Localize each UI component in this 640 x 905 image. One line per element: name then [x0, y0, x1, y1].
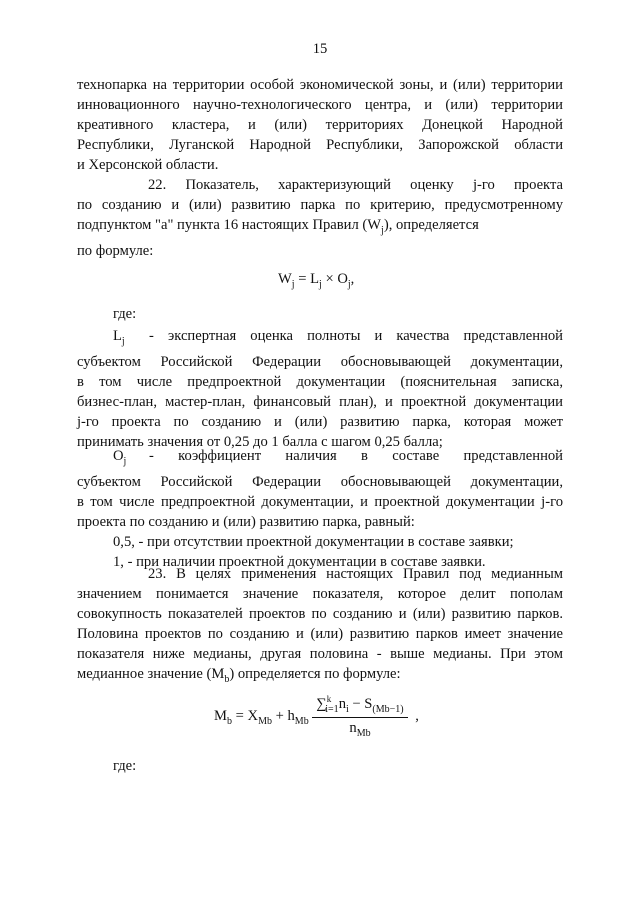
- text-line: в том числе предпроектной документации (пояснительная записка,: [77, 374, 563, 390]
- formula-symbol: − S: [348, 696, 373, 712]
- formula-sub: Mb: [356, 728, 371, 739]
- text-line: [77, 215, 563, 235]
- text-line: 1, - при наличии проектной документации в составе заявки.: [113, 554, 486, 570]
- formula-symbol: × O: [321, 271, 348, 287]
- formula-median: [214, 694, 419, 739]
- text-line: 0,5, - при отсутствии проектной документации в составе заявки;: [113, 534, 514, 550]
- fraction: [312, 694, 407, 739]
- definition-L: [77, 324, 563, 452]
- formula-w: [278, 271, 354, 290]
- formula-symbol: n: [349, 720, 357, 736]
- text-line: инновационного научно-технологического центра, и (или) территории: [77, 97, 563, 113]
- sum-symbol: ∑: [316, 696, 327, 712]
- subscript-j: j: [381, 225, 384, 236]
- formula-sub: b: [224, 674, 230, 685]
- text-line: бизнес-план, мастер-план, финансовый план), и проектной документации: [77, 394, 563, 410]
- paragraph-item-22: [77, 175, 563, 261]
- formula-sub: j: [123, 456, 127, 467]
- inline-text: - экспертная оценка полноты и качества представленной: [149, 328, 563, 344]
- formula-symbol: = L: [294, 271, 320, 287]
- text-line: по формуле:: [77, 243, 154, 259]
- formula-symbol: ,: [415, 707, 419, 724]
- inline-text: - коэффициент наличия в составе представленной: [149, 448, 563, 464]
- text-line: принимать значения от 0,25 до 1 балла с шагом 0,25 балла;: [77, 434, 443, 450]
- inline-text: подпунктом "а" пункта 16 настоящих Правил (W: [77, 217, 382, 233]
- text-line: субъектом Российской Федерации обосновывающей документации,: [77, 474, 563, 490]
- paragraph-territories: [77, 75, 563, 175]
- formula-symbol: = X: [231, 707, 259, 724]
- text-line: 23. В целях применения настоящих Правил под медианным: [148, 566, 563, 582]
- formula-symbol: n: [338, 696, 346, 712]
- formula-sub: b: [226, 715, 232, 727]
- text-line: j-го проекта по созданию и (или) развитию парка, которая может: [77, 414, 563, 430]
- text-line: [77, 324, 563, 348]
- text-line: совокупность показателей проектов по созданию и (или) развитию парков.: [77, 606, 563, 622]
- fraction-numerator: [312, 694, 407, 718]
- inline-text: ), определяется: [383, 217, 479, 233]
- formula-sub: Mb: [258, 715, 272, 727]
- var-L: $L_j$: [113, 328, 125, 347]
- formula-sub: j: [319, 279, 322, 290]
- page-number: 15: [312, 41, 328, 57]
- where-label: где:: [113, 306, 137, 322]
- text-line: Половина проектов по созданию и (или) развитию парков имеет значение: [77, 626, 563, 642]
- text-line: значением понимается значение показателя, которое делит пополам: [77, 586, 563, 602]
- formula-symbol: W: [278, 271, 292, 287]
- text-line: [77, 664, 563, 684]
- text-line: и Херсонской области.: [77, 157, 219, 173]
- where-label: где:: [113, 758, 137, 774]
- text-line: в том числе предпроектной документации, и проектной документации j-го: [77, 494, 563, 510]
- text-line: субъектом Российской Федерации обосновывающей документации,: [77, 354, 563, 370]
- var-O: $O_j$: [113, 448, 127, 467]
- text-line: креативного кластера, и (или) территориях Донецкой Народной: [77, 117, 563, 133]
- fraction-denominator: [312, 718, 407, 739]
- formula-sub: Mb: [294, 715, 309, 727]
- text-line: по созданию и (или) развитию парка по критерию, предусмотренному: [77, 197, 563, 213]
- var-M: M: [211, 666, 225, 682]
- formula-sub: j: [291, 279, 295, 290]
- text-line: проекта по созданию и (или) развитию парка, равный:: [77, 514, 415, 530]
- formula-symbol: + h: [271, 707, 295, 724]
- formula-symbol: ,: [350, 271, 355, 287]
- sum-upper: k: [326, 694, 332, 704]
- formula-sub: (Mb−1): [372, 704, 404, 715]
- paragraph-item-23: [77, 564, 563, 684]
- text-line: 22. Показатель, характеризующий оценку j-го проекта: [148, 177, 563, 193]
- inline-text: ) определяется по формуле:: [229, 666, 401, 682]
- text-line: показателя ниже медианы, другая половина - выше медианы. При этом: [77, 646, 563, 662]
- text-line: [77, 444, 563, 468]
- formula-sub: i: [345, 704, 349, 715]
- formula-sub: j: [347, 279, 351, 290]
- text-line: технопарка на территории особой экономической зоны, и (или) территории: [77, 77, 563, 93]
- formula-sub: j: [121, 336, 125, 347]
- sum-lower: i=1: [325, 704, 339, 715]
- text-line: Республики, Луганской Народной Республики, Запорожской области: [77, 137, 563, 153]
- definition-O: [77, 444, 563, 572]
- inline-text: медианное значение (: [77, 666, 212, 682]
- formula-symbol: M: [214, 707, 227, 724]
